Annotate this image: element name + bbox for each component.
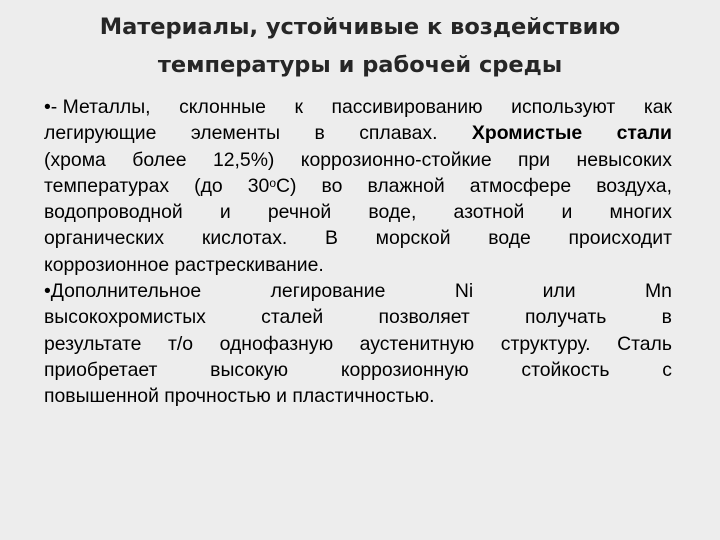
word: приобретает bbox=[44, 358, 158, 381]
word: легирование bbox=[270, 280, 386, 303]
p2-line-4 bbox=[44, 357, 672, 383]
word: •Дополнительное bbox=[44, 280, 202, 303]
word: воде bbox=[488, 227, 531, 250]
word: более bbox=[132, 148, 187, 171]
word: сплавах. bbox=[359, 122, 438, 145]
word: пассивированию bbox=[331, 96, 483, 118]
bold-term: Хромистые bbox=[471, 122, 583, 145]
word: склонные bbox=[179, 96, 266, 118]
word: речной bbox=[267, 201, 332, 224]
slide-title bbox=[40, 8, 680, 84]
word: при bbox=[518, 148, 551, 171]
p2-line-1 bbox=[44, 278, 672, 304]
word: высокохромистых bbox=[44, 306, 206, 329]
word: В bbox=[324, 227, 338, 250]
p2-line-5: повышенной прочностью и пластичностью. bbox=[44, 385, 435, 408]
p1-line-5 bbox=[44, 199, 672, 225]
degree-mark: о bbox=[269, 175, 276, 190]
word: результате bbox=[44, 332, 142, 355]
word: с bbox=[662, 358, 672, 381]
p1-line-4 bbox=[44, 173, 672, 199]
word: и bbox=[219, 201, 231, 224]
word: водопроводной bbox=[44, 201, 183, 224]
word: органических bbox=[44, 227, 165, 250]
word: т/о bbox=[168, 332, 194, 355]
title-line-1: Материалы, устойчивые к воздействию bbox=[99, 14, 621, 40]
p1-line-6 bbox=[44, 225, 672, 251]
slide-body bbox=[44, 94, 672, 410]
word: коррозионно-стойкие bbox=[300, 148, 492, 171]
word: Сталь bbox=[617, 332, 672, 355]
word: как bbox=[643, 96, 672, 118]
word: и bbox=[561, 201, 573, 224]
word: в bbox=[314, 122, 325, 145]
word: аустенитную bbox=[359, 332, 475, 355]
word: происходит bbox=[568, 227, 672, 250]
word: Ni bbox=[454, 280, 474, 303]
word: (до bbox=[194, 174, 223, 197]
word: воде, bbox=[368, 201, 417, 224]
word: легирующие bbox=[44, 122, 157, 145]
word: или bbox=[542, 280, 576, 303]
word: влажной bbox=[367, 174, 445, 197]
bold-term: стали bbox=[616, 122, 672, 145]
word: однофазную bbox=[219, 332, 334, 355]
word: высокую bbox=[210, 358, 289, 381]
temperature-unit: С) bbox=[276, 174, 297, 197]
p1-line-1 bbox=[44, 94, 672, 120]
word: позволяет bbox=[378, 306, 470, 329]
p1-line-3 bbox=[44, 147, 672, 173]
word: воздуха, bbox=[596, 174, 672, 197]
word: азотной bbox=[453, 201, 525, 224]
p1-line-7: коррозионное растрескивание. bbox=[44, 253, 324, 276]
word: (хрома bbox=[44, 148, 106, 171]
word: в bbox=[661, 306, 672, 329]
word: многих bbox=[609, 201, 672, 224]
word: к bbox=[294, 96, 303, 118]
word: коррозионную bbox=[340, 358, 469, 381]
p1-line-2 bbox=[44, 120, 672, 146]
word: элементы bbox=[190, 122, 281, 145]
word: невысоких bbox=[576, 148, 672, 171]
word: •- Металлы, bbox=[44, 96, 151, 118]
p2-line-2 bbox=[44, 304, 672, 330]
word: атмосфере bbox=[469, 174, 572, 197]
word: сталей bbox=[261, 306, 324, 329]
title-line-2: температуры и рабочей среды bbox=[157, 52, 563, 78]
word: используют bbox=[511, 96, 616, 118]
word: температурах bbox=[44, 174, 170, 197]
word: Mn bbox=[645, 280, 672, 303]
word: получать bbox=[525, 306, 607, 329]
word: морской bbox=[375, 227, 451, 250]
temperature-value bbox=[248, 173, 297, 199]
p2-line-3 bbox=[44, 331, 672, 357]
word: кислотах. bbox=[201, 227, 288, 250]
temperature-number: 30 bbox=[247, 174, 270, 197]
word: стойкость bbox=[521, 358, 610, 381]
word: во bbox=[321, 174, 343, 197]
word: 12,5%) bbox=[212, 148, 275, 171]
word: структуру. bbox=[500, 332, 591, 355]
